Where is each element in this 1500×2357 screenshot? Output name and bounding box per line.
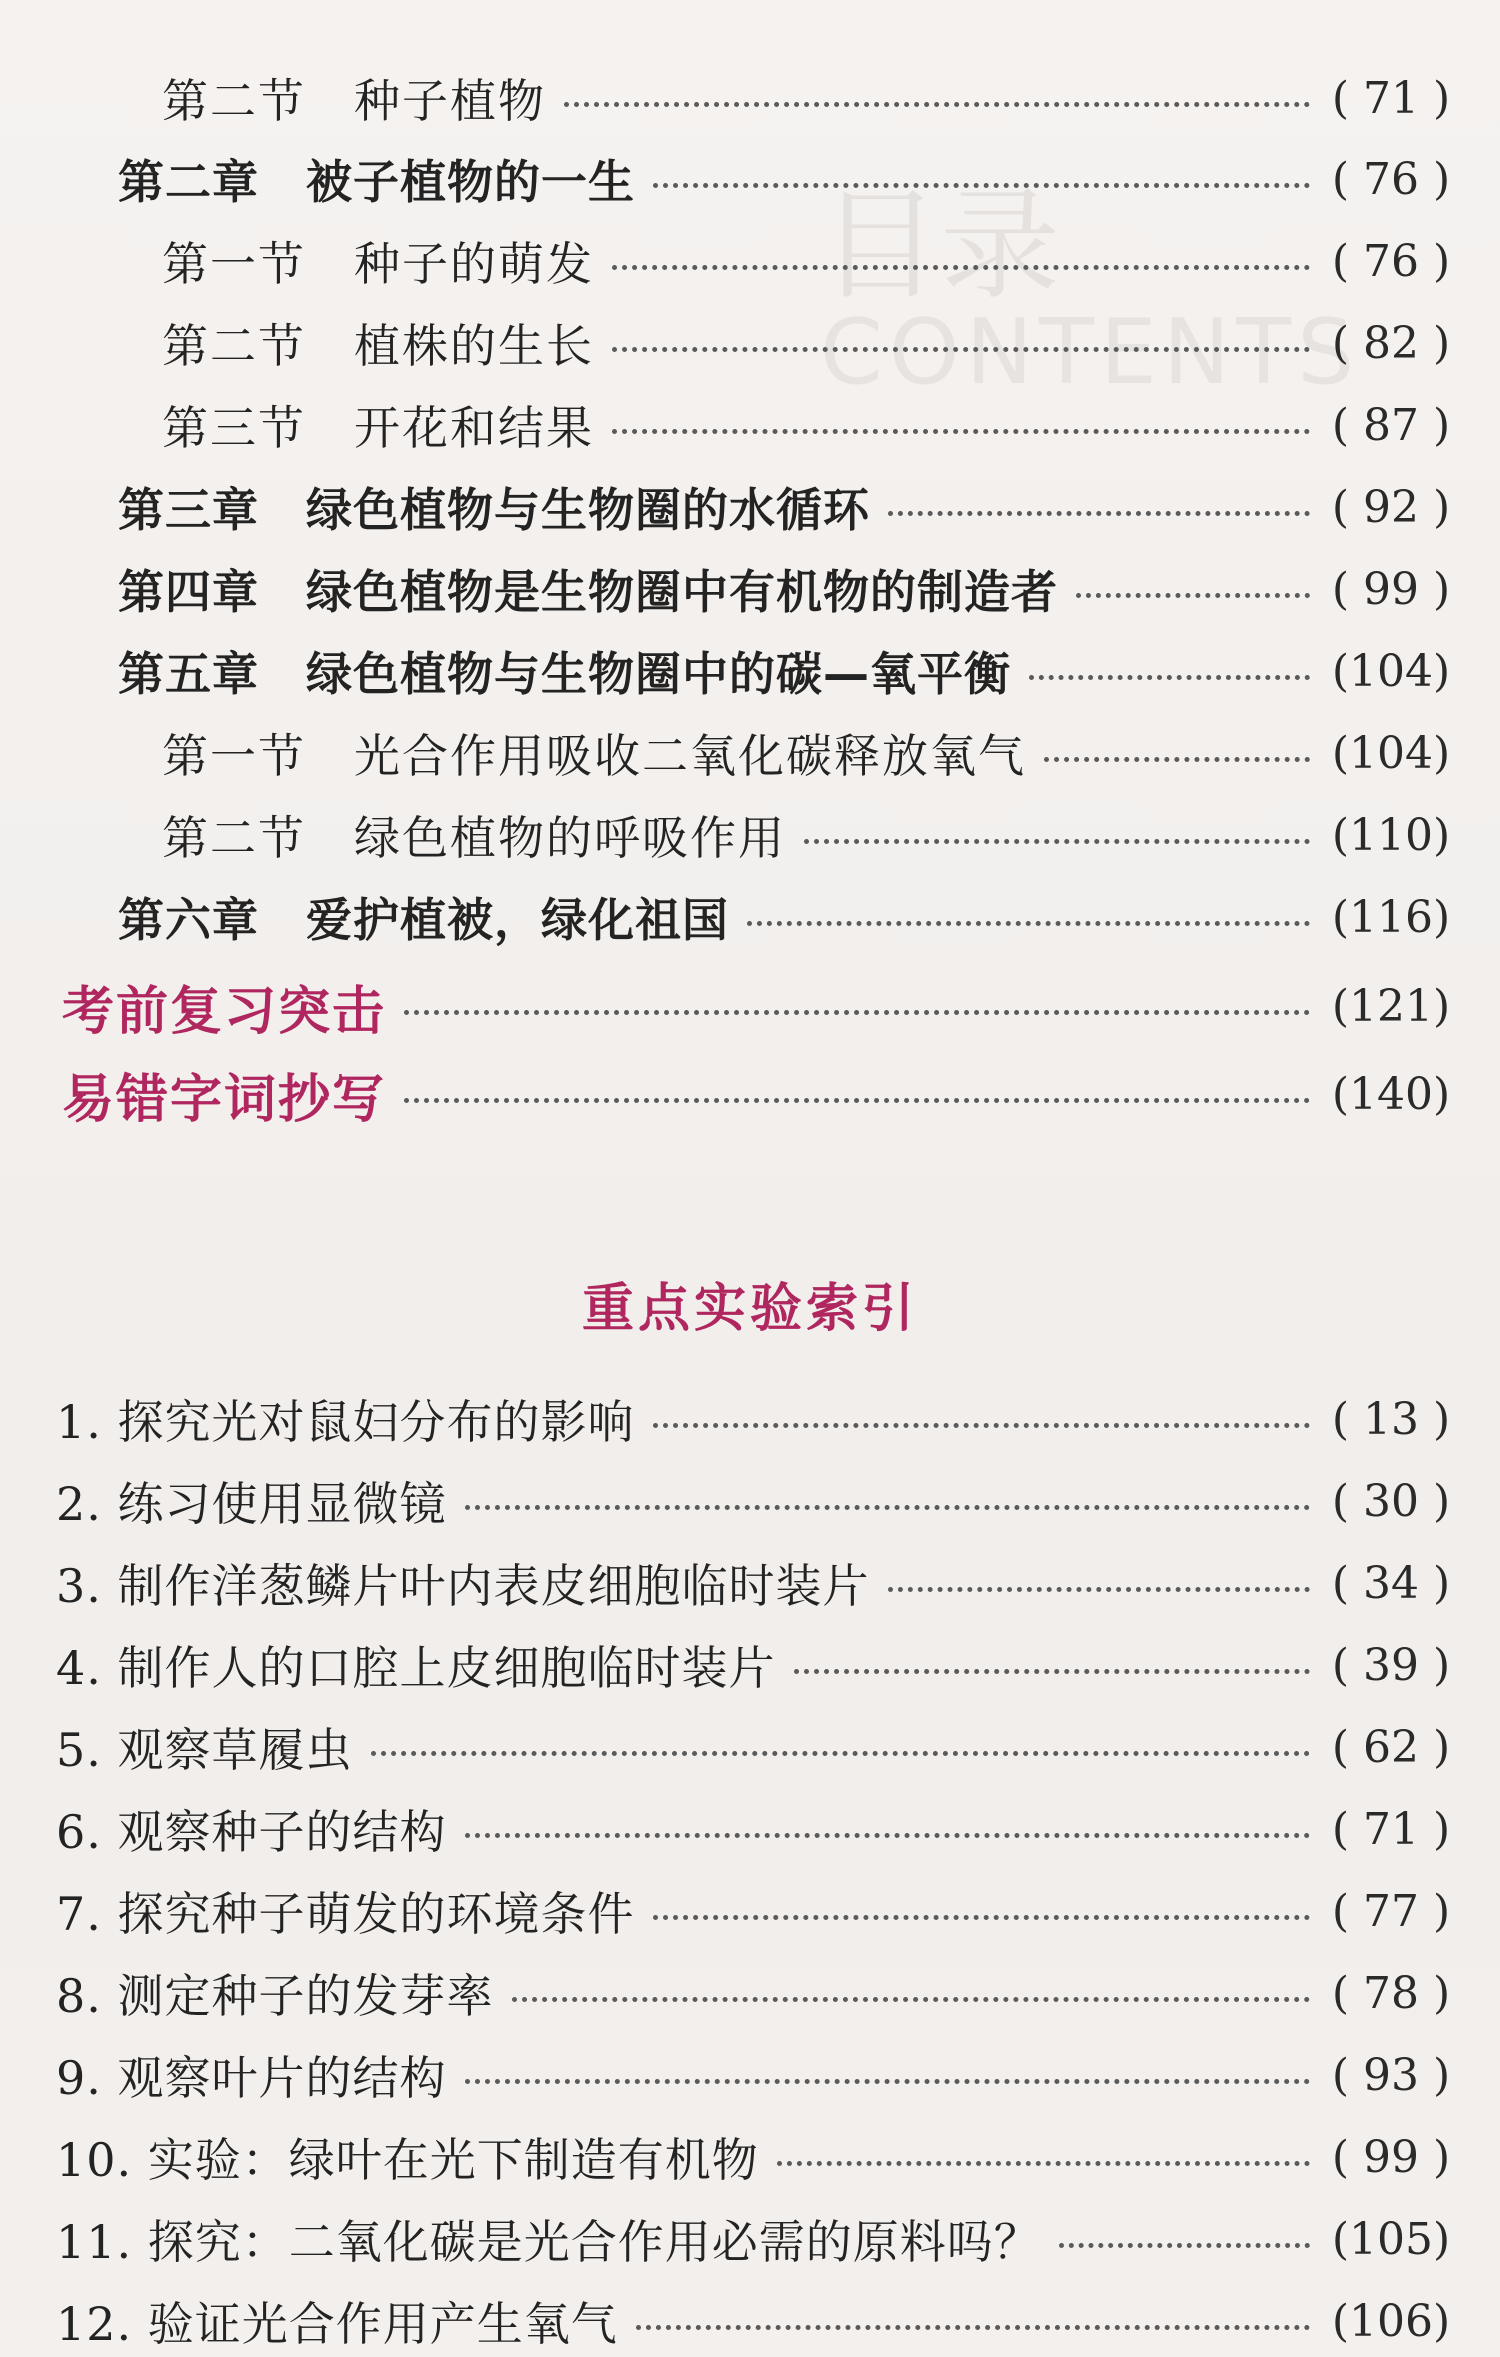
page-number: (106) <box>1331 2295 1451 2347</box>
dot-leader <box>888 1587 1310 1592</box>
dot-leader <box>465 1505 1310 1510</box>
page-number: ( 76 ) <box>1331 153 1451 205</box>
toc-entry-title: 第二节 植株的生长 <box>162 319 594 373</box>
toc-entry-title: 第四章 绿色植物是生物圈中有机物的制造者 <box>118 565 1058 619</box>
experiment-entry[interactable] <box>0 2121 1500 2193</box>
toc-entry[interactable] <box>0 799 1500 871</box>
page-number: ( 93 ) <box>1331 2049 1451 2101</box>
experiment-title: 3. 制作洋葱鳞片叶内表皮细胞临时装片 <box>56 1559 870 1613</box>
toc-entry[interactable] <box>0 389 1500 461</box>
page-number: ( 30 ) <box>1331 1475 1451 1527</box>
page-number: (105) <box>1331 2213 1451 2265</box>
page-number: ( 34 ) <box>1331 1557 1451 1609</box>
page-number: (110) <box>1331 809 1451 861</box>
page-number: ( 71 ) <box>1331 1803 1451 1855</box>
page-number: (104) <box>1331 727 1451 779</box>
experiment-title: 2. 练习使用显微镜 <box>56 1477 447 1531</box>
toc-entry[interactable] <box>0 225 1500 297</box>
experiment-title: 1. 探究光对鼠妇分布的影响 <box>56 1395 635 1449</box>
dot-leader <box>888 511 1310 516</box>
page-number: ( 78 ) <box>1331 1967 1451 2019</box>
toc-entry-title: 第二节 种子植物 <box>162 74 546 128</box>
toc-entry[interactable] <box>0 471 1500 543</box>
dot-leader <box>653 1423 1310 1428</box>
experiment-entry[interactable] <box>0 2203 1500 2275</box>
dot-leader <box>465 1833 1310 1838</box>
experiment-title: 9. 观察叶片的结构 <box>56 2051 447 2105</box>
dot-leader <box>804 839 1310 844</box>
toc-entry-title: 第五章 绿色植物与生物圈中的碳—氧平衡 <box>118 647 1011 701</box>
toc-entry[interactable] <box>0 635 1500 707</box>
dot-leader <box>465 2079 1310 2084</box>
toc-entry-title: 第一节 种子的萌发 <box>162 237 594 291</box>
dot-leader <box>1029 675 1310 680</box>
dot-leader <box>612 265 1310 270</box>
experiment-entry[interactable] <box>0 1465 1500 1537</box>
experiment-entry[interactable] <box>0 1875 1500 1947</box>
toc-entry-title: 第二节 绿色植物的呼吸作用 <box>162 811 786 865</box>
experiment-entry[interactable] <box>0 1629 1500 1701</box>
toc-entry-title: 考前复习突击 <box>62 981 387 1042</box>
page-number: (104) <box>1331 645 1451 697</box>
page-number: ( 99 ) <box>1331 563 1451 615</box>
page-number: ( 99 ) <box>1331 2131 1451 2183</box>
dot-leader <box>1044 757 1310 762</box>
dot-leader <box>612 429 1310 434</box>
toc-entry-title: 第三章 绿色植物与生物圈的水循环 <box>118 483 870 537</box>
toc-entry-title: 第三节 开花和结果 <box>162 401 594 455</box>
experiment-title: 6. 观察种子的结构 <box>56 1805 447 1859</box>
toc-entry[interactable] <box>0 881 1500 953</box>
experiment-entry[interactable] <box>0 1957 1500 2029</box>
dot-leader <box>636 2325 1310 2330</box>
experiment-entry[interactable] <box>0 1793 1500 1865</box>
dot-leader <box>747 921 1310 926</box>
experiment-title: 4. 制作人的口腔上皮细胞临时装片 <box>56 1641 776 1695</box>
experiment-title: 8. 测定种子的发芽率 <box>56 1969 494 2023</box>
toc-entry[interactable] <box>0 970 1500 1042</box>
experiment-entry[interactable] <box>0 2285 1500 2357</box>
experiment-entry[interactable] <box>0 1547 1500 1619</box>
dot-leader <box>794 1669 1310 1674</box>
dot-leader <box>512 1997 1310 2002</box>
toc-entry-title: 第二章 被子植物的一生 <box>118 155 635 209</box>
dot-leader <box>653 1915 1310 1920</box>
page-number: ( 87 ) <box>1331 399 1451 451</box>
experiment-title: 11. 探究：二氧化碳是光合作用必需的原料吗？ <box>56 2215 1041 2269</box>
experiment-title: 7. 探究种子萌发的环境条件 <box>56 1887 635 1941</box>
experiment-title: 5. 观察草履虫 <box>56 1723 353 1777</box>
toc-entry[interactable] <box>0 307 1500 379</box>
dot-leader <box>653 183 1310 188</box>
toc-entry[interactable] <box>0 1058 1500 1130</box>
toc-entry[interactable] <box>0 62 1500 134</box>
toc-entry[interactable] <box>0 143 1500 215</box>
page-number: ( 82 ) <box>1331 317 1451 369</box>
page-number: (140) <box>1331 1068 1451 1120</box>
page-number: ( 62 ) <box>1331 1721 1451 1773</box>
experiment-title: 10. 实验：绿叶在光下制造有机物 <box>56 2133 759 2187</box>
dot-leader <box>777 2161 1310 2166</box>
experiment-entry[interactable] <box>0 1383 1500 1455</box>
dot-leader <box>564 102 1310 107</box>
experiment-entry[interactable] <box>0 2039 1500 2111</box>
page-number: ( 39 ) <box>1331 1639 1451 1691</box>
experiment-title: 12. 验证光合作用产生氧气 <box>56 2297 618 2351</box>
toc-entry-title: 第六章 爱护植被，绿化祖国 <box>118 893 729 947</box>
dot-leader <box>404 1098 1310 1103</box>
toc-entry-title: 第一节 光合作用吸收二氧化碳释放氧气 <box>162 729 1026 783</box>
dot-leader <box>371 1751 1310 1756</box>
page-number: ( 92 ) <box>1331 481 1451 533</box>
dot-leader <box>1076 593 1310 598</box>
page-number: (121) <box>1331 980 1451 1032</box>
page-number: (116) <box>1331 891 1451 943</box>
dot-leader <box>404 1010 1310 1015</box>
page-number: ( 71 ) <box>1331 72 1451 124</box>
dot-leader <box>612 347 1310 352</box>
bleed-through-text: CONTENTS <box>820 300 1361 405</box>
experiment-entry[interactable] <box>0 1711 1500 1783</box>
experiments-heading: 重点实验索引 <box>581 1279 918 1339</box>
page-number: ( 76 ) <box>1331 235 1451 287</box>
toc-entry-title: 易错字词抄写 <box>62 1069 387 1130</box>
bleed-through-text: 目录 <box>820 177 1060 316</box>
dot-leader <box>1059 2243 1310 2248</box>
toc-entry[interactable] <box>0 717 1500 789</box>
toc-entry[interactable] <box>0 553 1500 625</box>
page-number: ( 77 ) <box>1331 1885 1451 1937</box>
page-number: ( 13 ) <box>1331 1393 1451 1445</box>
